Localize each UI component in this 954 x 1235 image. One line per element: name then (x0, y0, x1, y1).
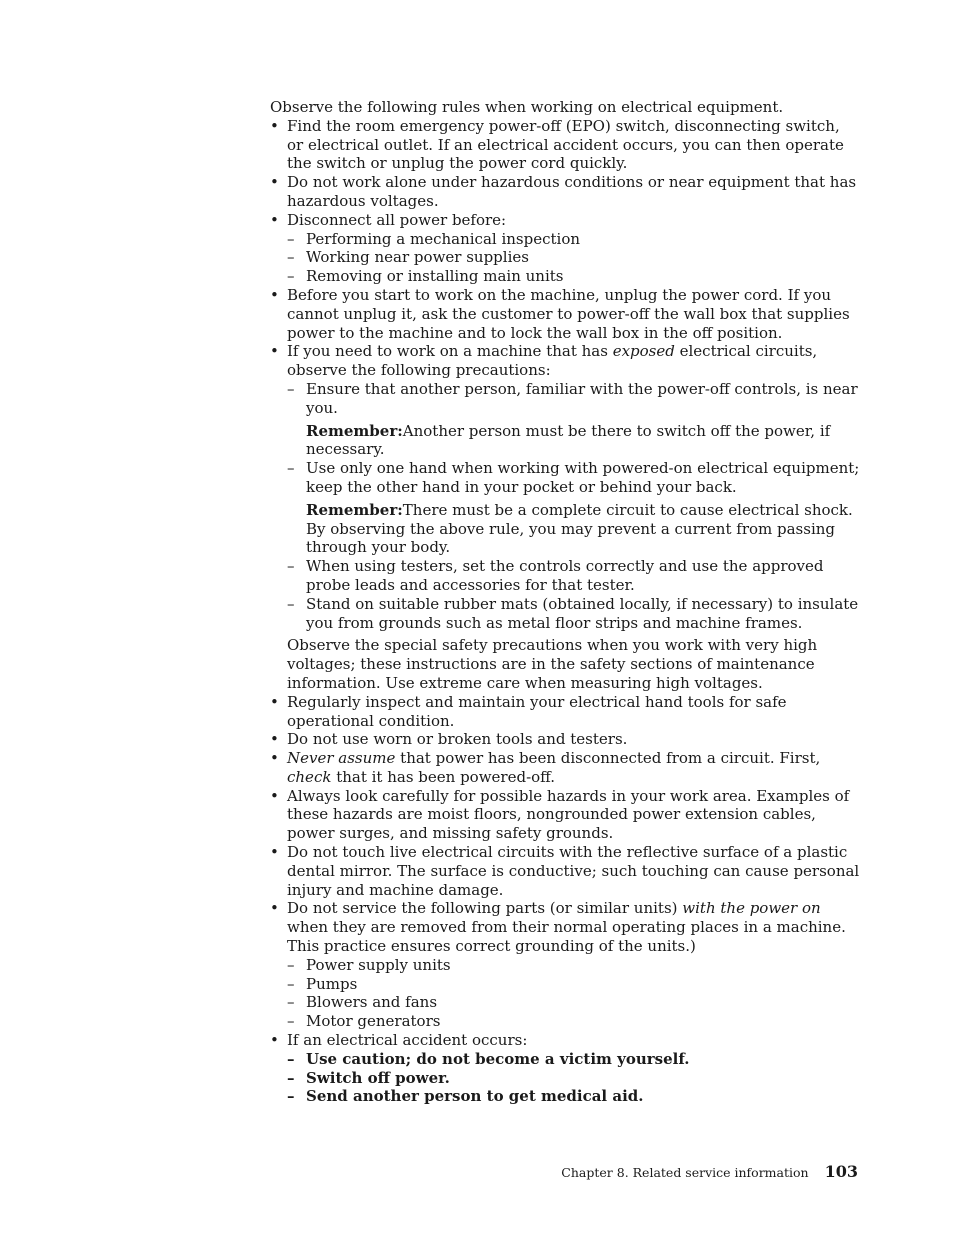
dash-icon: – (287, 1068, 295, 1087)
bullet-icon: • (270, 210, 279, 229)
sub-list-item (270, 230, 860, 249)
remember-note (270, 422, 860, 460)
sub-list-item-text: Working near power supplies (306, 248, 529, 267)
list-item-text-end: electrical circuits, observe the following precautions: (287, 342, 818, 380)
bullet-icon: • (270, 285, 279, 304)
sub-list-item (270, 459, 860, 497)
list-item-text-end: when they are removed from their normal operating places in a machine. This practice ensures correct grounding of the units.) (287, 918, 846, 956)
sub-list-item (270, 267, 860, 286)
sub-list-item (270, 1087, 860, 1106)
intro-text: Observe the following rules when working on electrical equipment. (270, 98, 784, 116)
bullet-icon: • (270, 1031, 279, 1050)
sub-list-item-text: Pumps (306, 974, 358, 993)
dash-icon: – (287, 248, 295, 267)
sub-list-item (270, 993, 860, 1012)
list-item-text: Before you start to work on the machine, unplug the power cord. If you cannot unplug it, ask the customer to power-off the wall box that supplies power to the machine and to lock the wall box in the off position. (287, 285, 850, 342)
list-item (270, 693, 860, 731)
sub-list-item (270, 1050, 860, 1069)
sub-list-item-text: Blowers and fans (306, 993, 438, 1012)
list-item (270, 1031, 860, 1050)
sub-list-item (270, 975, 860, 994)
dash-icon: – (287, 974, 295, 993)
page-body (270, 98, 860, 1106)
bullet-icon: • (270, 173, 279, 192)
dash-icon: – (287, 1012, 295, 1031)
bullet-icon: • (270, 116, 279, 135)
sub-list-item-text: Switch off power. (306, 1068, 450, 1087)
sub-list-item-text: Ensure that another person, familiar with the power-off controls, is near you. (306, 379, 858, 417)
sub-list-item (270, 595, 860, 633)
sub-list-item (270, 1012, 860, 1031)
bullet-icon: • (270, 749, 279, 768)
list-item (270, 117, 860, 173)
sub-list-item (270, 557, 860, 595)
sub-list-item-text: Motor generators (306, 1012, 441, 1031)
list-item-text: Do not work alone under hazardous conditions or near equipment that has hazardous voltages. (287, 173, 857, 210)
chapter-title: Chapter 8. Related service information (561, 1165, 809, 1180)
sub-list-item-text: Performing a mechanical inspection (306, 229, 581, 248)
sub-list-item (270, 248, 860, 267)
list-item (270, 787, 860, 843)
list-item-text: Regularly inspect and maintain your electrical hand tools for safe operational condition. (287, 692, 787, 730)
sub-list-item-text: Use only one hand when working with powered-on electrical equipment; keep the other hand in your pocket or behind your back. (306, 459, 860, 496)
list-item-text: Always look carefully for possible hazards in your work area. Examples of these hazards are moist floors, nongrounded power extension cables, power surges, and missing safety grounds. (287, 786, 850, 843)
list-item-text-end: that it has been powered-off. (331, 767, 556, 786)
bullet-icon: • (270, 843, 279, 862)
list-item (270, 843, 860, 899)
list-item-text: If an electrical accident occurs: (287, 1031, 528, 1050)
page-footer (561, 1162, 858, 1181)
list-item (270, 286, 860, 342)
sub-list-item-text: When using testers, set the controls correctly and use the approved probe leads and accessories for that tester. (306, 557, 824, 594)
dash-icon: – (287, 955, 295, 974)
list-item (270, 749, 860, 787)
list-item (270, 899, 860, 955)
list-item (270, 342, 860, 380)
list-item-text-start: If you need to work on a machine that has (287, 342, 613, 361)
bullet-icon: • (270, 730, 279, 749)
list-item-text-middle: that power has been disconnected from a circuit. First, (395, 749, 821, 768)
dash-icon: – (287, 993, 295, 1012)
list-item-text: Disconnect all power before: (287, 210, 507, 229)
list-item (270, 730, 860, 749)
emphasis-text: Never assume (287, 749, 396, 768)
list-item-text: Do not touch live electrical circuits with the reflective surface of a plastic dental mirror. The surface is conductive; such touching can cause personal injury and machine damage. (287, 843, 860, 899)
list-item-text: Find the room emergency power-off (EPO) switch, disconnecting switch, or electrical outlet. If an electrical accident occurs, you can then operate the switch or unplug the power cord quickly. (287, 116, 844, 173)
remember-label: Remember: (306, 500, 403, 519)
dash-icon: – (287, 459, 295, 478)
sub-list-item-text: Use caution; do not become a victim yourself. (306, 1049, 690, 1068)
bullet-icon: • (270, 899, 279, 918)
bullet-icon: • (270, 342, 279, 361)
bullet-icon: • (270, 692, 279, 711)
dash-icon: – (287, 229, 295, 248)
bullet-icon: • (270, 786, 279, 805)
dash-icon: – (287, 1049, 295, 1068)
dash-icon: – (287, 267, 295, 286)
sub-list-item-text: Power supply units (306, 955, 451, 974)
dash-icon: – (287, 379, 295, 398)
list-item-text: Do not use worn or broken tools and testers. (287, 730, 628, 749)
remember-text: Another person must be there to switch off the power, if necessary. (306, 421, 831, 459)
sub-list-item (270, 1069, 860, 1088)
sub-list-item-text: Removing or installing main units (306, 267, 564, 286)
dash-icon: – (287, 1087, 295, 1106)
emphasis-text: exposed (612, 342, 675, 361)
remember-label: Remember: (306, 421, 403, 440)
sub-list-item-text: Send another person to get medical aid. (306, 1087, 644, 1106)
page-number: 103 (824, 1162, 858, 1181)
remember-note (270, 501, 860, 557)
list-item (270, 173, 860, 211)
dash-icon: – (287, 557, 295, 576)
sub-list-item (270, 956, 860, 975)
dash-icon: – (287, 594, 295, 613)
list-item-text-start: Do not service the following parts (or similar units) (287, 899, 683, 918)
high-voltage-paragraph: Observe the special safety precautions when you work with very high voltages; these instructions are in the safety sections of maintenance information. Use extreme care when measuring high voltages. (287, 636, 818, 692)
sub-list-item-text: Stand on suitable rubber mats (obtained locally, if necessary) to insulate you from grounds such as metal floor strips and machine frames. (306, 594, 859, 632)
emphasis-text: check (287, 767, 332, 786)
emphasis-text: with the power on (682, 899, 821, 918)
remember-text: There must be a complete circuit to cause electrical shock. By observing the above rule, you may prevent a current from passing through your body. (306, 500, 853, 557)
list-item (270, 211, 860, 230)
sub-list-item (270, 380, 860, 418)
